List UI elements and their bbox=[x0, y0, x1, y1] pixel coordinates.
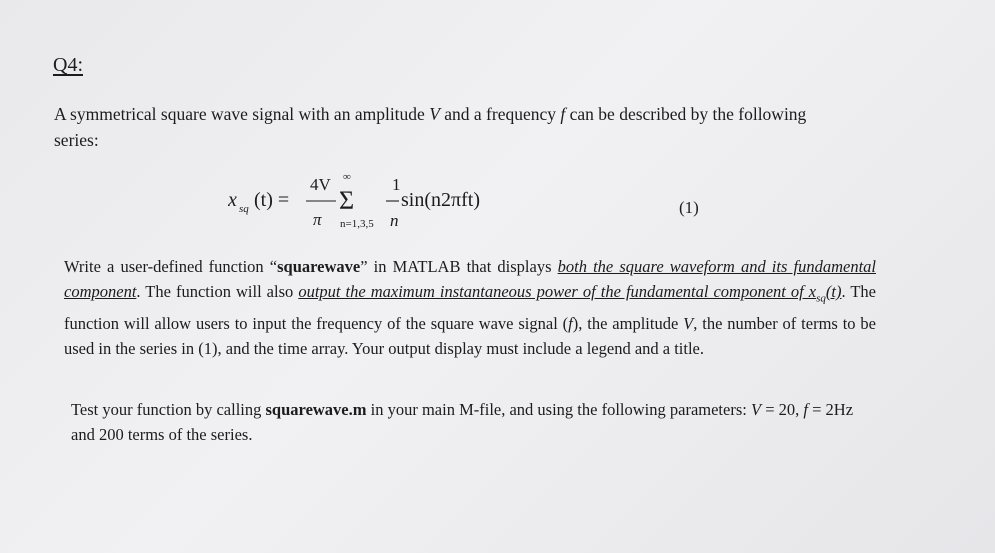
file-name: squarewave.m bbox=[265, 400, 367, 419]
intro-text: and a frequency bbox=[439, 104, 561, 124]
task-subscript: sq bbox=[816, 292, 826, 305]
task-text: . The function will also bbox=[136, 282, 299, 301]
task-text: . The function will allow users to input the frequency of the square wave signal ( bbox=[64, 282, 876, 334]
test-text: = 20, bbox=[761, 400, 804, 419]
eq-coef-denominator: π bbox=[313, 210, 322, 229]
task-paragraph bbox=[64, 254, 876, 361]
amplitude-symbol: V bbox=[429, 104, 440, 124]
eq-sum-symbol: Σ bbox=[339, 186, 355, 215]
task-text: ” in MATLAB that displays bbox=[360, 257, 558, 276]
intro-paragraph bbox=[54, 101, 854, 153]
eq-sum-upper: ∞ bbox=[343, 171, 351, 183]
amplitude-symbol: V bbox=[683, 314, 694, 334]
test-text: in your main M-file, and using the following parameters: bbox=[366, 400, 751, 419]
eq-lhs-rest: (t) = bbox=[254, 189, 290, 211]
frequency-symbol: f bbox=[560, 104, 566, 124]
test-text: = 2Hz and 200 terms of the series. bbox=[71, 400, 854, 444]
task-underlined-text: (t) bbox=[825, 282, 842, 301]
frequency-symbol: f bbox=[568, 314, 573, 334]
function-name: squarewave bbox=[277, 257, 361, 276]
eq-coef-numerator: 4V bbox=[310, 175, 331, 194]
eq-term-numerator: 1 bbox=[392, 175, 401, 194]
question-heading: Q4: bbox=[53, 54, 83, 76]
equation-number: (1) bbox=[679, 198, 699, 217]
task-underlined-text: output the maximum instantaneous power of the fundamental component of x bbox=[298, 282, 817, 301]
task-text: ), the amplitude bbox=[572, 314, 684, 334]
test-text: Test your function by calling bbox=[71, 400, 266, 419]
task-underlined-phrase bbox=[298, 282, 842, 305]
frequency-symbol: f bbox=[803, 400, 808, 419]
task-underlined-phrase: both the square waveform and its fundamental component bbox=[64, 257, 876, 301]
test-paragraph bbox=[71, 397, 877, 447]
task-text: Write a user-defined function “ bbox=[64, 257, 278, 276]
amplitude-symbol: V bbox=[750, 400, 762, 419]
eq-sin-term: sin(n2πft) bbox=[401, 189, 480, 211]
intro-text: A symmetrical square wave signal with an amplitude bbox=[54, 104, 430, 124]
task-text: , the number of terms to be used in the series in (1), and the time array. Your output display must include a legend and a title. bbox=[64, 314, 876, 359]
series-equation bbox=[228, 168, 558, 238]
eq-sum-lower: n=1,3,5 bbox=[340, 218, 374, 230]
eq-lhs-subscript: sq bbox=[239, 203, 249, 215]
intro-text: can be described by the following series: bbox=[54, 104, 807, 150]
eq-term-denominator: n bbox=[390, 211, 399, 230]
eq-lhs-x: x bbox=[228, 189, 237, 211]
